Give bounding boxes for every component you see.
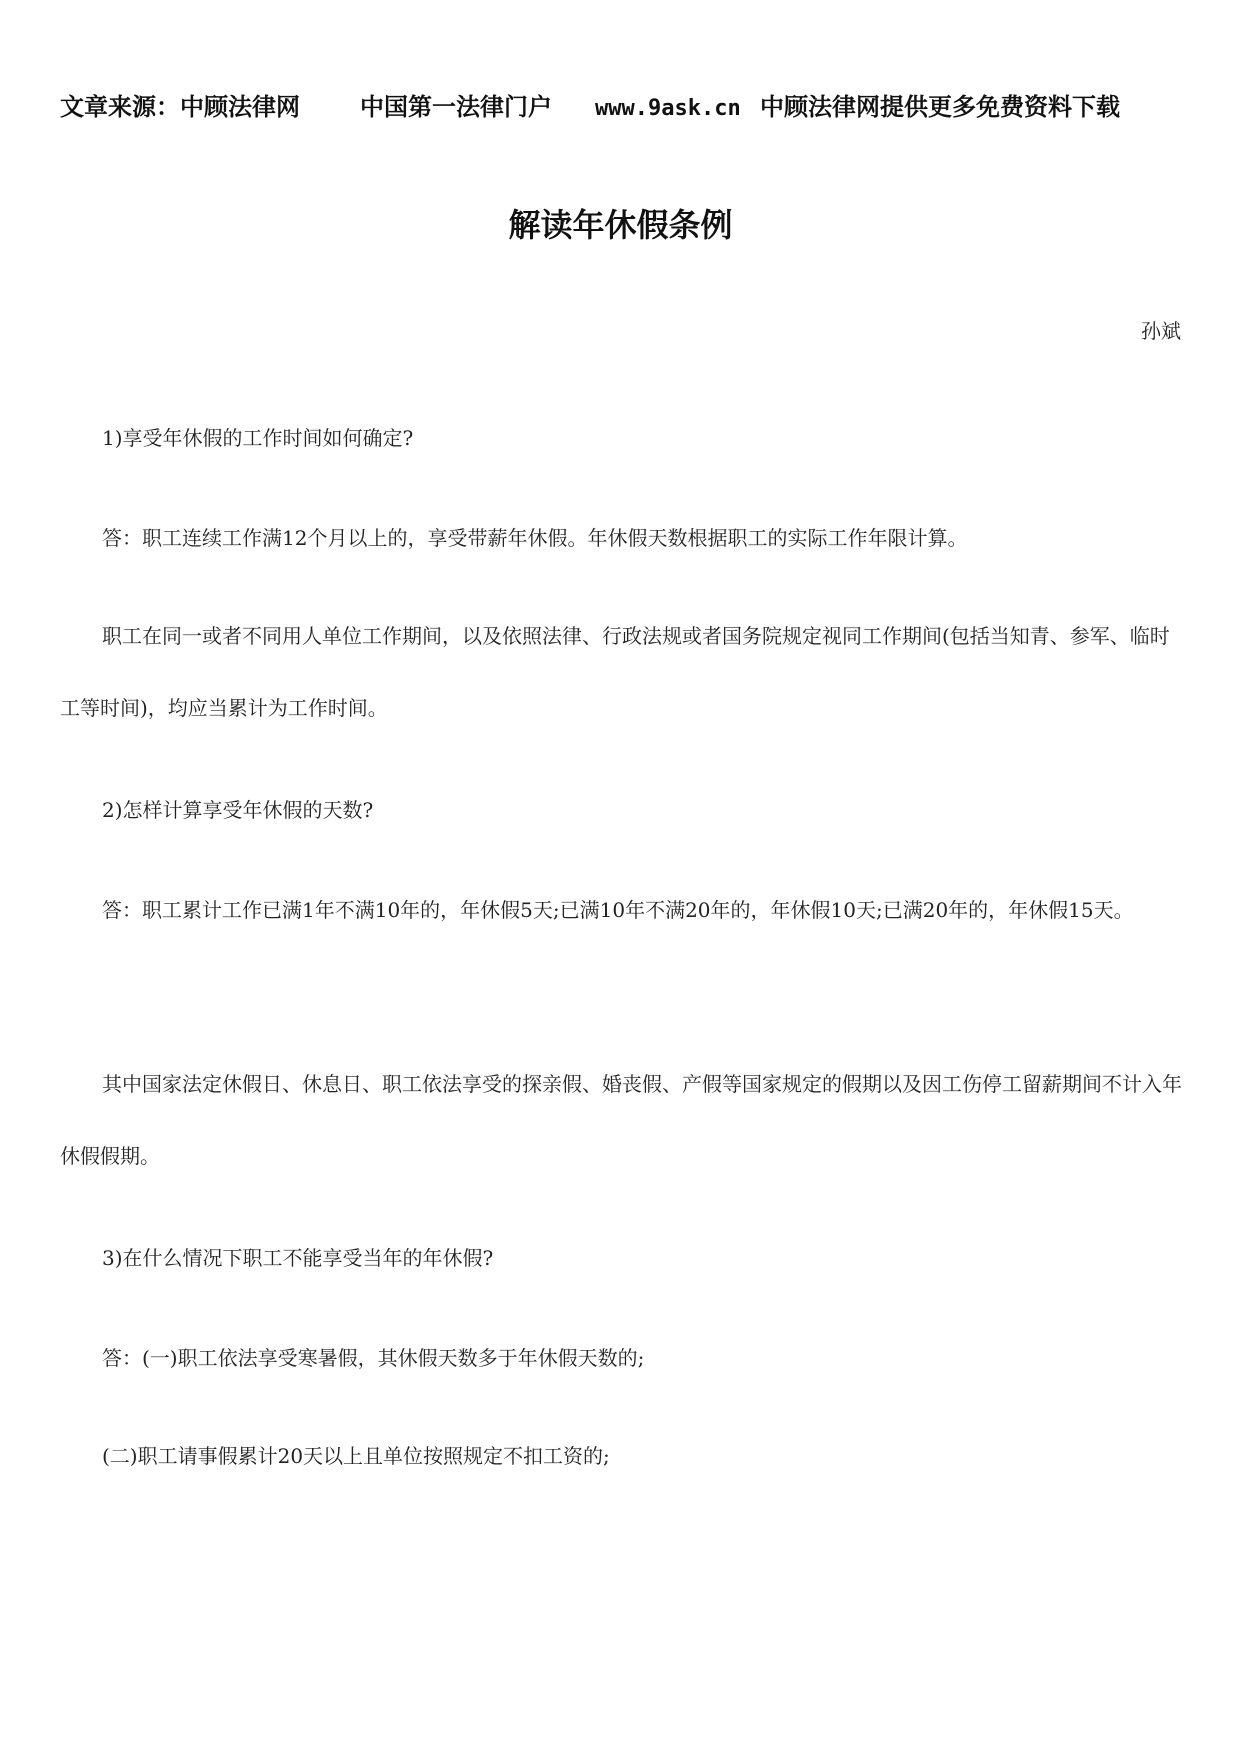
paragraph-answer-2: 答：职工累计工作已满1年不满10年的，年休假5天;已满10年不满20年的，年休假10天;已满20年的，年休假15天。	[102, 898, 1134, 922]
author-name: 孙斌	[1141, 319, 1181, 343]
paragraph-answer-1-detail: 职工在同一或者不同用人单位工作期间，以及依照法律、行政法规或者国务院规定视同工作期间(包括当知青、参军、临时工等时间)，均应当累计为工作时间。	[60, 624, 1170, 720]
header-portal: 中国第一法律门户	[360, 93, 552, 121]
paragraph-answer-1: 答：职工连续工作满12个月以上的，享受带薪年休假。年休假天数根据职工的实际工作年限计算。	[102, 526, 968, 550]
document-title: 解读年休假条例	[508, 206, 733, 244]
source-header	[60, 92, 1190, 124]
header-slogan: 中顾法律网提供更多免费资料下载	[760, 93, 1120, 121]
paragraph-answer-2-detail: 其中国家法定休假日、休息日、职工依法享受的探亲假、婚丧假、产假等国家规定的假期以及因工伤停工留薪期间不计入年休假假期。	[60, 1072, 1182, 1168]
paragraph-answer-3-item-2: (二)职工请事假累计20天以上且单位按照规定不扣工资的;	[102, 1444, 610, 1468]
paragraph-question-2: 2)怎样计算享受年休假的天数?	[102, 798, 374, 822]
header-url[interactable]: www.9ask.cn	[595, 96, 741, 121]
paragraph-question-3: 3)在什么情况下职工不能享受当年的年休假?	[102, 1246, 494, 1270]
paragraph-question-1: 1)享受年休假的工作时间如何确定?	[102, 426, 414, 450]
header-source: 文章来源：中顾法律网	[60, 93, 300, 121]
paragraph-answer-3-item-1: 答：(一)职工依法享受寒暑假，其休假天数多于年休假天数的;	[102, 1346, 645, 1370]
